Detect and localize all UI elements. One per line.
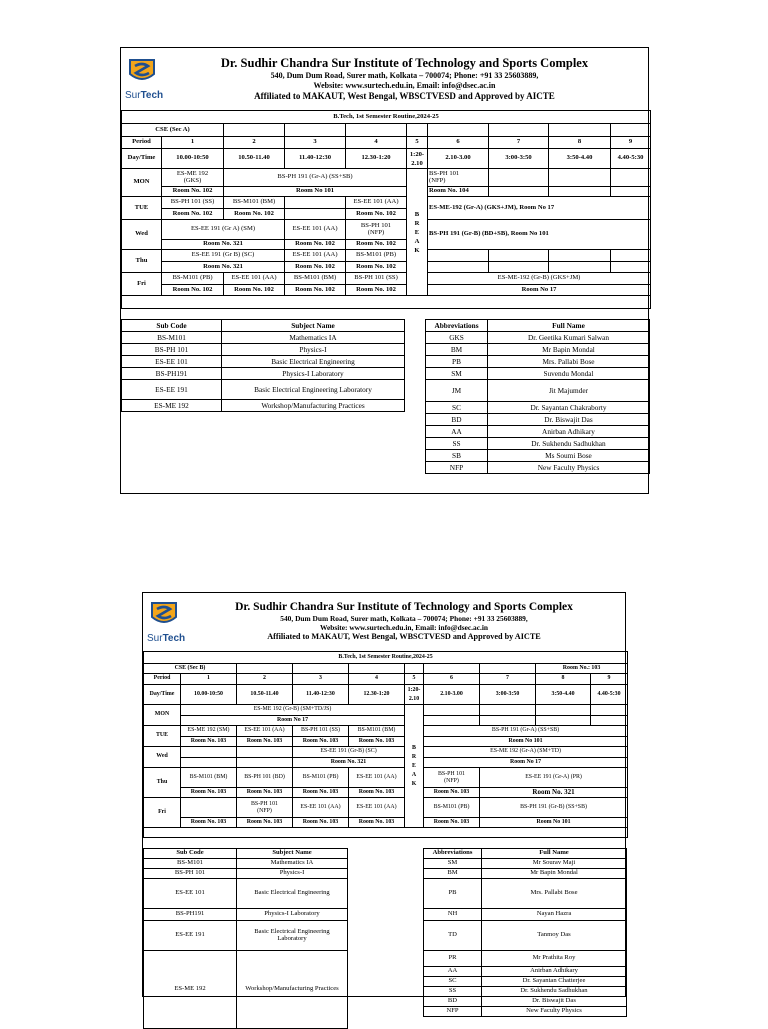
institute-affiliation: Affiliated to MAKAUT, West Bengal, WBSCTVESD and Approved by AICTE xyxy=(267,632,541,641)
room-cell: Room No. 103 xyxy=(181,788,237,798)
period-number: 9 xyxy=(591,674,628,685)
day-label: TUE xyxy=(144,726,181,747)
class-cell: BS-PH 101 (SS) xyxy=(293,726,349,737)
period-label: Period xyxy=(144,674,181,685)
subject-table xyxy=(143,848,348,1029)
time-slot: 10.00-10:50 xyxy=(181,685,237,705)
table-row: JM Jit Majumder xyxy=(426,380,650,402)
period-number: 4 xyxy=(349,674,405,685)
room-cell: Room No. 102 xyxy=(162,285,224,296)
table-row: SC Dr. Sayantan Chakraborty xyxy=(426,402,650,414)
table-row: AA Anirban Adhikary xyxy=(424,967,627,977)
subject-header: Subject Name xyxy=(237,849,348,859)
time-slot: 12.30-1:20 xyxy=(349,685,405,705)
room-cell: Room No. 103 xyxy=(424,818,480,828)
room-cell: Room No. 321 xyxy=(162,240,285,250)
table-row: ES-ME 192 Workshop/Manufacturing Practices xyxy=(144,951,348,1029)
time-slot: 1:20-2.10 xyxy=(407,149,428,169)
class-cell: ES-EE 101 (AA) xyxy=(285,250,346,262)
class-cell: BS-PH 101 (NFP) xyxy=(424,768,480,788)
day-label: Thu xyxy=(144,768,181,798)
class-cell: BS-PH 101 (BD) xyxy=(237,768,293,788)
room-cell: Room No. 321 xyxy=(162,262,285,273)
room-cell: Room No. 102 xyxy=(346,209,407,220)
abbr-header: Full Name xyxy=(482,849,627,859)
table-row: BS-M101 Mathematics IA xyxy=(122,332,405,344)
table-row: NFP New Faculty Physics xyxy=(426,462,650,474)
time-slot: 1:20-2.10 xyxy=(405,685,424,705)
table-row: SC Dr. Sayantan Chatterjee xyxy=(424,977,627,987)
period-number: 5 xyxy=(405,674,424,685)
room-cell: Room No 101 xyxy=(480,818,628,828)
day-label: Fri xyxy=(144,798,181,828)
room-cell: Room No. 102 xyxy=(346,262,407,273)
abbr-header: Abbreviations xyxy=(424,849,482,859)
table-row: NH Nayan Hazra xyxy=(424,909,627,921)
period-number: 1 xyxy=(162,137,224,149)
period-number: 4 xyxy=(346,137,407,149)
table-row: BD Dr. Biswajit Das xyxy=(424,997,627,1007)
time-slot: 3:00-3:50 xyxy=(489,149,549,169)
table-row: BM Mr Bapin Mondal xyxy=(424,869,627,879)
class-cell: ES-ME-192 (Gr-A) (GKS+JM), Room No 17 xyxy=(428,197,651,220)
class-cell: ES-EE 191 (Gr B) (SC) xyxy=(162,250,285,262)
routine-title: B.Tech, 1st Semester Routine,2024-25 xyxy=(122,111,651,124)
room-cell: Room No. 103 xyxy=(237,818,293,828)
institute-website: Website: www.surtech.edu.in, Email: info@dsec.ac.in xyxy=(319,623,489,632)
period-number: 8 xyxy=(536,674,591,685)
time-slot: 12.30-1:20 xyxy=(346,149,407,169)
class-cell: BS-M101 (PB) xyxy=(162,273,224,285)
room-cell: Room No. 102 xyxy=(162,187,224,197)
time-slot: 3:50-4.40 xyxy=(549,149,611,169)
time-slot: 2.10-3.00 xyxy=(424,685,480,705)
room-cell: Room No. 103 xyxy=(349,737,405,747)
room-label: Room No.: 103 xyxy=(536,664,628,674)
time-slot: 4.40-5:30 xyxy=(611,149,651,169)
table-row: BM Mr Bapin Mondal xyxy=(426,344,650,356)
class-cell: BS-PH 101 (NFP) xyxy=(428,169,489,187)
table-row: SS Dr. Sukhendu Sadhukhan xyxy=(426,438,650,450)
room-cell: Room No. 103 xyxy=(237,788,293,798)
table-row: AA Anirban Adhikary xyxy=(426,426,650,438)
class-cell: BS-PH 101 (NFP) xyxy=(237,798,293,818)
daytime-label: Day/Time xyxy=(144,685,181,705)
period-label: Period xyxy=(122,137,162,149)
room-cell: Room No. 102 xyxy=(346,240,407,250)
period-number: 2 xyxy=(237,674,293,685)
table-row: ES-EE 101 Basic Electrical Engineering xyxy=(122,356,405,368)
table-row: GKS Dr. Geetika Kumari Salwan xyxy=(426,332,650,344)
institute-affiliation: Affiliated to MAKAUT, West Bengal, WBSCTVESD and Approved by AICTE xyxy=(254,91,555,101)
room-cell: Room No. 321 xyxy=(480,788,628,798)
table-row: BS-PH 101 Physics-I xyxy=(122,344,405,356)
room-cell: Room No. 103 xyxy=(181,737,237,747)
time-slot: 11.40-12:30 xyxy=(285,149,346,169)
room-cell: Room No. 102 xyxy=(285,240,346,250)
room-cell: Room No 101 xyxy=(424,737,628,747)
room-cell: Room No. 104 xyxy=(428,187,489,197)
table-row: BD Dr. Biswajit Das xyxy=(426,414,650,426)
table-row: BS-M101 Mathematics IA xyxy=(144,859,348,869)
class-cell: BS-PH 191 (Gr-A) (SS+SB) xyxy=(424,726,628,737)
room-cell: Room No 17 xyxy=(428,285,651,296)
class-cell: ES-EE 101 (AA) xyxy=(293,798,349,818)
institute-name: Dr. Sudhir Chandra Sur Institute of Technology and Sports Complex xyxy=(220,56,589,70)
routine-sheet-sec-a xyxy=(120,47,649,494)
table-row: ES-EE 191 Basic Electrical Engineering Laboratory xyxy=(144,921,348,951)
room-cell: Room No 101 xyxy=(224,187,407,197)
abbreviation-table xyxy=(425,319,650,474)
time-slot: 11.40-12:30 xyxy=(293,685,349,705)
day-label: TUE xyxy=(122,197,162,220)
class-cell: BS-PH 191 (Gr-A) (SS+SB) xyxy=(224,169,407,187)
period-number: 6 xyxy=(424,674,480,685)
class-cell: ES-EE 101 (AA) xyxy=(224,273,285,285)
period-number: 5 xyxy=(407,137,428,149)
room-cell: Room No. 103 xyxy=(293,788,349,798)
daytime-label: Day/Time xyxy=(122,149,162,169)
room-cell: Room No 17 xyxy=(424,758,628,768)
class-cell: BS-M101 (PB) xyxy=(424,798,480,818)
table-row: BS-PH191 Physics-I Laboratory xyxy=(144,909,348,921)
room-cell: Room No. 102 xyxy=(346,285,407,296)
subject-header: Subject Name xyxy=(222,320,405,332)
room-cell: Room No. 102 xyxy=(285,262,346,273)
room-cell: Room No 17 xyxy=(181,716,405,726)
table-row: PB Mrs. Pallabi Bose xyxy=(424,879,627,909)
routine-table xyxy=(143,651,628,838)
routine-sheet-sec-b xyxy=(142,592,626,1015)
table-row: SB Ms Soumi Bose xyxy=(426,450,650,462)
day-label: MON xyxy=(144,705,181,726)
period-number: 7 xyxy=(480,674,536,685)
table-row: NFP New Faculty Physics xyxy=(424,1007,627,1017)
class-cell: ES-ME-192 (Gr-B) (GKS+JM) xyxy=(428,273,651,285)
section-label: CSE (Sec A) xyxy=(122,124,224,137)
class-cell: BS-PH 101 (NFP) xyxy=(346,220,407,240)
class-cell: BS-PH 191 (Gr-B) (BD+SB), Room No 101 xyxy=(428,220,651,250)
room-cell: Room No. 103 xyxy=(424,788,480,798)
logo-wordmark: SurTech xyxy=(147,633,186,644)
table-row: PR Mr Prathita Roy xyxy=(424,951,627,967)
time-slot: 10.50-11.40 xyxy=(237,685,293,705)
class-cell: ES-EE 191 (Gr-A) (PR) xyxy=(480,768,628,788)
institute-address: 540, Dum Dum Road, Surer math, Kolkata – 700074; Phone: +91 33 25603889, xyxy=(280,614,528,623)
time-slot: 3:00-3:50 xyxy=(480,685,536,705)
abbreviation-table xyxy=(423,848,627,1017)
table-row: SM Suvendu Mondal xyxy=(426,368,650,380)
table-row: ES-EE 101 Basic Electrical Engineering xyxy=(144,879,348,909)
class-cell: BS-PH 101 (SS) xyxy=(346,273,407,285)
break-column: B R E A K xyxy=(405,705,424,828)
room-cell: Room No. 321 xyxy=(293,758,405,768)
class-cell: ES-EE 101 (AA) xyxy=(349,798,405,818)
day-label: Thu xyxy=(122,250,162,273)
room-cell: Room No. 103 xyxy=(349,788,405,798)
day-label: Wed xyxy=(144,747,181,768)
routine-title: B.Tech, 1st Semester Routine,2024-25 xyxy=(144,652,628,664)
table-row: BS-PH 101 Physics-I xyxy=(144,869,348,879)
period-number: 3 xyxy=(293,674,349,685)
table-row: PB Mrs. Pallabi Bose xyxy=(426,356,650,368)
subject-header: Sub Code xyxy=(144,849,237,859)
class-cell: ES-EE 191 (Gr-B) (SC) xyxy=(293,747,405,758)
room-cell: Room No. 102 xyxy=(224,209,285,220)
class-cell: BS-M101 (BM) xyxy=(285,273,346,285)
period-number: 6 xyxy=(428,137,489,149)
class-cell: ES-ME 192 (Gr-B) (SM+TD/JS) xyxy=(181,705,405,716)
institute-name: Dr. Sudhir Chandra Sur Institute of Technology and Sports Complex xyxy=(235,601,573,613)
class-cell: BS-M101 (BM) xyxy=(349,726,405,737)
institute-website: Website: www.surtech.edu.in, Email: info@dsec.ac.in xyxy=(313,81,496,90)
class-cell: BS-PH 101 (SS) xyxy=(162,197,224,209)
table-row: ES-ME 192 Workshop/Manufacturing Practices xyxy=(122,400,405,412)
room-cell: Room No. 102 xyxy=(162,209,224,220)
institute-address: 540, Dum Dum Road, Surer math, Kolkata – 700074; Phone: +91 33 25603889, xyxy=(270,71,539,80)
abbr-header: Full Name xyxy=(488,320,650,332)
table-row: ES-EE 191 Basic Electrical Engineering Laboratory xyxy=(122,380,405,400)
class-cell: ES-EE 101 (AA) xyxy=(237,726,293,737)
time-slot: 10.00-10:50 xyxy=(162,149,224,169)
period-number: 1 xyxy=(181,674,237,685)
class-cell: BS-M101 (PB) xyxy=(346,250,407,262)
subject-header: Sub Code xyxy=(122,320,222,332)
section-label: CSE (Sec B) xyxy=(144,664,237,674)
routine-table xyxy=(121,110,651,309)
day-label: Fri xyxy=(122,273,162,296)
table-row: TD Tanmoy Das xyxy=(424,921,627,951)
day-label: Wed xyxy=(122,220,162,250)
class-cell: BS-PH 191 (Gr-B) (SS+SB) xyxy=(480,798,628,818)
room-cell: Room No. 102 xyxy=(285,285,346,296)
sheet-header xyxy=(143,593,625,651)
room-cell: Room No. 103 xyxy=(237,737,293,747)
class-cell: BS-M101 (PB) xyxy=(293,768,349,788)
class-cell: BS-M101 (BM) xyxy=(181,768,237,788)
class-cell: ES-ME 192 (GKS) xyxy=(162,169,224,187)
room-cell: Room No. 103 xyxy=(349,818,405,828)
table-row: BS-PH191 Physics-I Laboratory xyxy=(122,368,405,380)
class-cell: ES-EE 101 (AA) xyxy=(285,220,346,240)
period-number: 8 xyxy=(549,137,611,149)
room-cell: Room No. 103 xyxy=(293,818,349,828)
period-number: 3 xyxy=(285,137,346,149)
room-cell: Room No. 102 xyxy=(224,285,285,296)
day-label: MON xyxy=(122,169,162,197)
table-row: SS Dr. Sukhendu Sadhukhan xyxy=(424,987,627,997)
time-slot: 3:50-4.40 xyxy=(536,685,591,705)
class-cell: ES-EE 101 (AA) xyxy=(346,197,407,209)
time-slot: 2.10-3.00 xyxy=(428,149,489,169)
sheet-header xyxy=(121,48,648,110)
table-row: SM Mr Sourav Maji xyxy=(424,859,627,869)
period-number: 9 xyxy=(611,137,651,149)
logo-wordmark: SurTech xyxy=(125,90,164,101)
class-cell: ES-EE 101 (AA) xyxy=(349,768,405,788)
class-cell: BS-M101 (BM) xyxy=(224,197,285,209)
class-cell: ES-ME 192 (SM) xyxy=(181,726,237,737)
room-cell: Room No. 103 xyxy=(181,818,237,828)
time-slot: 10.50-11.40 xyxy=(224,149,285,169)
abbr-header: Abbreviations xyxy=(426,320,488,332)
break-column: B R E A K xyxy=(407,169,428,296)
time-slot: 4.40-5:30 xyxy=(591,685,628,705)
subject-table xyxy=(121,319,405,412)
class-cell: ES-ME 192 (Gr-A) (SM+TD) xyxy=(424,747,628,758)
class-cell: ES-EE 191 (Gr A) (SM) xyxy=(162,220,285,240)
period-number: 2 xyxy=(224,137,285,149)
period-number: 7 xyxy=(489,137,549,149)
room-cell: Room No. 103 xyxy=(293,737,349,747)
